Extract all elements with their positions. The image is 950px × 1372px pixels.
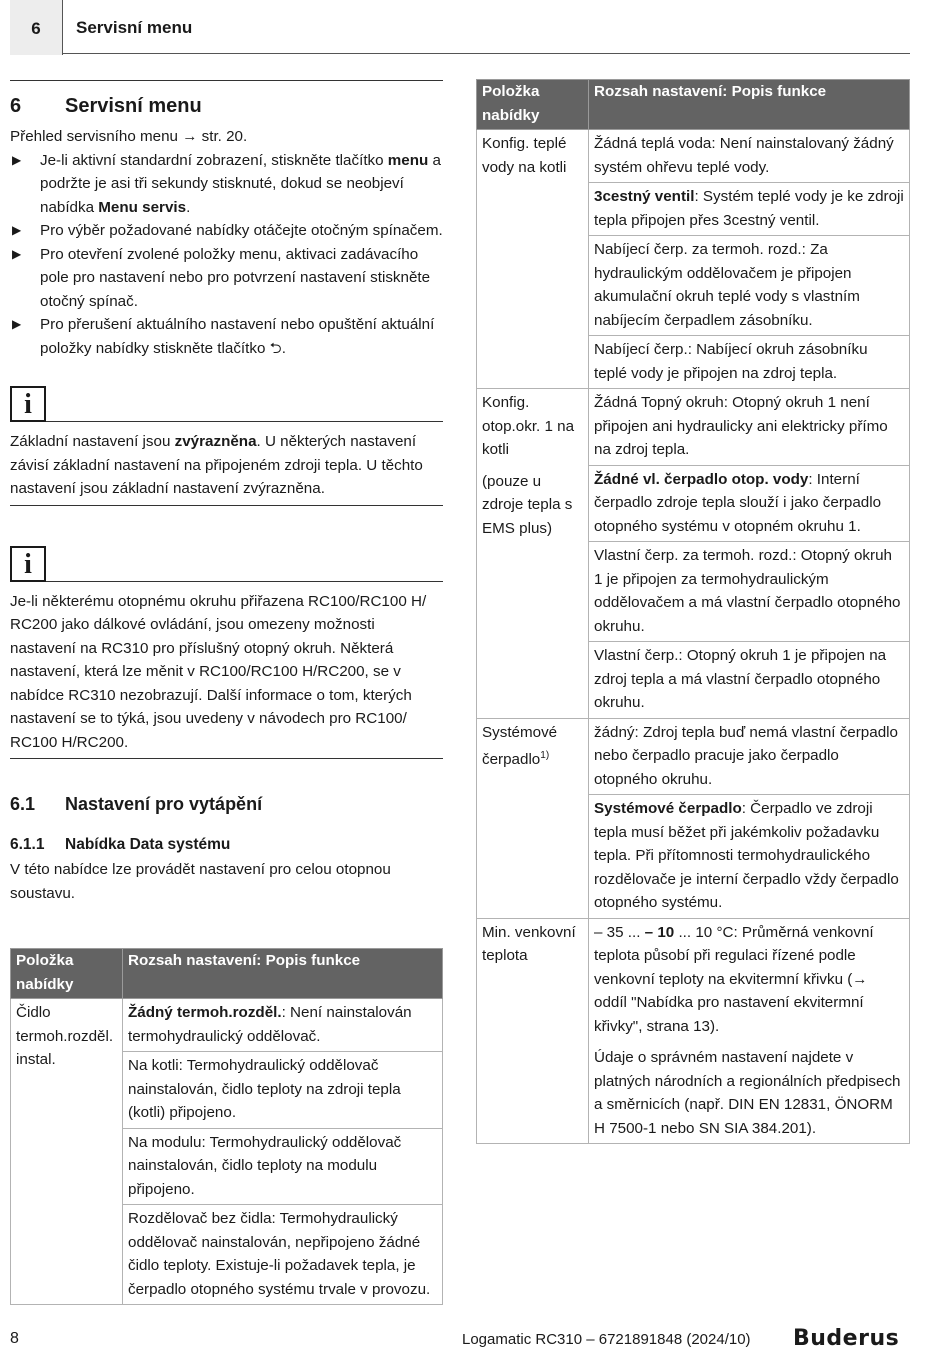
running-header-title: Servisní menu bbox=[76, 18, 193, 37]
triangle-bullet-icon: ▶ bbox=[12, 152, 22, 167]
instruction-step: ▶ Pro výběr požadované nabídky otáčejte otočným spínačem. bbox=[10, 219, 443, 243]
heating-config-table bbox=[476, 79, 910, 1144]
menu-item-cell: Konfig. otop.okr. 1 na kotli (pouze u zdroje tepla s EMS plus) bbox=[477, 389, 589, 719]
footnote-marker: 1) bbox=[540, 750, 550, 761]
section-top-rule bbox=[10, 80, 443, 81]
back-button-icon: ⮌ bbox=[269, 339, 282, 357]
column-header: Rozsah nastavení: Popis funkce bbox=[123, 949, 443, 999]
note-rule bbox=[46, 581, 443, 582]
left-column bbox=[10, 80, 443, 905]
setting-cell: Na kotli: Termohydraulický oddělovač nainstalován, čidlo teploty na zdroji tepla (kotli) připojeno. bbox=[123, 1052, 443, 1129]
table-row bbox=[477, 389, 910, 466]
info-icon: i bbox=[10, 386, 46, 422]
triangle-bullet-icon: ▶ bbox=[12, 223, 22, 237]
setting-cell: Nabíjecí čerp. za termoh. rozd.: Za hydraulickým oddělovačem je připojen akumulační okruh teplé vody s vlastním nabíjecím čerpadlem zásobníku. bbox=[589, 236, 910, 336]
triangle-bullet-icon: ▶ bbox=[12, 317, 22, 331]
subsection-heading: 6.1 Nastavení pro vytápění bbox=[10, 794, 263, 814]
setting-cell: Žádná Topný okruh: Otopný okruh 1 není připojen ani hydraulicky ani elektricky přímo na zdroj tepla. bbox=[589, 389, 910, 466]
subsection-intro: V této nabídce lze provádět nastavení pro celou otopnou soustavu. bbox=[10, 861, 391, 902]
menu-item-note: (pouze u zdroje tepla s EMS plus) bbox=[482, 472, 573, 537]
table-row bbox=[477, 130, 910, 183]
note-text: Základní nastavení jsou zvýrazněna. U některých nastavení závisí základní nastavení na připojeném zdroji tepla. U těchto nastavení jsou základní nastavení zvýrazněna. bbox=[10, 430, 443, 506]
setting-cell: Vlastní čerp. za termoh. rozd.: Otopný okruh 1 je připojen za termohydraulickým oddělovačem a má vlastní čerpadlo otopného okruhu. bbox=[589, 542, 910, 642]
setting-cell: Žádné vl. čerpadlo otop. vody: Interní čerpadlo zdroje tepla slouží i jako čerpadlo otopného systému v otopném okruhu 1. bbox=[589, 465, 910, 542]
subsubsection-heading: 6.1.1 Nabídka Data systému bbox=[10, 835, 231, 853]
system-data-table bbox=[10, 948, 443, 1305]
column-header: Položka nabídky bbox=[477, 80, 589, 130]
info-note bbox=[10, 540, 443, 760]
column-header: Položka nabídky bbox=[11, 949, 123, 999]
page-number: 8 bbox=[10, 1330, 19, 1347]
document-info: Logamatic RC310 – 6721891848 (2024/10) bbox=[462, 1331, 751, 1348]
setting-note: Údaje o správném nastavení najdete v platných národních a regionálních předpisech a směrnicích (např. DIN EN 12831, ÖNORM H 7500-1 nebo SN SIA 384.201). bbox=[594, 1049, 901, 1137]
note-text: Je-li některému otopnému okruhu přiřazena RC100/RC100 H/ RC200 jako dálkové ovládání, jsou omezeny možnosti nastavení na RC310 pro příslušný otopný okruh. Některá nastavení, která lze měnit v RC100/RC100 H/RC200, se v nabídce RC310 nezobrazují. Další informace o tom, kterých nastavení se to týká, jsou uvedeny v návodech pro RC100/ RC100 H/RC200. bbox=[10, 590, 443, 760]
table-row bbox=[477, 718, 910, 795]
setting-cell: Žádná teplá voda: Není nainstalovaný žádný systém ohřevu teplé vody. bbox=[589, 130, 910, 183]
note-rule bbox=[46, 421, 443, 422]
section-title: Servisní menu bbox=[65, 95, 202, 117]
setting-cell: Vlastní čerp.: Otopný okruh 1 je připojen na zdroj tepla a má vlastní čerpadlo otopného okruhu. bbox=[589, 642, 910, 719]
setting-cell: Na modulu: Termohydraulický oddělovač nainstalován, čidlo teploty na modulu připojeno. bbox=[123, 1128, 443, 1205]
menu-item-cell: Systémové čerpadlo$^{1)}$ bbox=[477, 718, 589, 918]
brand-logo: Buderus bbox=[793, 1326, 900, 1351]
info-note bbox=[10, 380, 443, 506]
header-rule bbox=[62, 53, 910, 54]
overview-reference: Přehled servisního menu → str. 20. bbox=[10, 128, 248, 145]
instruction-step: ▶ Je-li aktivní standardní zobrazení, stiskněte tlačítko menu a podržte je asi tři sekundy stisknuté, dokud se neobjeví nabídka Menu servis. bbox=[10, 149, 443, 220]
menu-item-cell: Konfig. teplé vody na kotli bbox=[477, 130, 589, 389]
table-row bbox=[477, 918, 910, 1144]
triangle-bullet-icon: ▶ bbox=[12, 246, 22, 261]
arrow-right-icon: → bbox=[182, 128, 198, 145]
setting-cell: žádný: Zdroj tepla buď nemá vlastní čerpadlo nebo čerpadlo pracuje jako čerpadlo otopného okruhu. bbox=[589, 718, 910, 795]
setting-cell: Rozdělovač bez čidla: Termohydraulický oddělovač nainstalován, nepřipojeno žádné čidlo teploty. Existuje-li požadavek tepla, je čerpadlo otopného systému trvale v provozu. bbox=[123, 1205, 443, 1305]
menu-item-cell: Min. venkovní teplota bbox=[477, 918, 589, 1144]
column-header: Rozsah nastavení: Popis funkce bbox=[589, 80, 910, 130]
section-number: 6 bbox=[10, 95, 22, 117]
chapter-number-tab: 6 bbox=[10, 0, 63, 55]
menu-item-cell: Čidlo termoh.rozděl. instal. bbox=[11, 999, 123, 1305]
table-row bbox=[11, 999, 443, 1052]
setting-cell: Nabíjecí čerp.: Nabíjecí okruh zásobníku teplé vody je připojen na zdroj tepla. bbox=[589, 336, 910, 389]
section-heading bbox=[10, 89, 443, 123]
setting-cell: Žádný termoh.rozděl.: Není nainstalován termohydraulický oddělovač. bbox=[123, 999, 443, 1052]
instruction-step: ▶ Pro otevření zvolené položky menu, aktivaci zadávacího pole pro nastavení nebo pro potvrzení nastavení stiskněte otočný spínač. bbox=[10, 243, 443, 314]
instruction-step: ▶ Pro přerušení aktuálního nastavení nebo opuštění aktuální položky nabídky stiskněte tlačítko ⮌. bbox=[10, 313, 443, 360]
setting-cell: 3cestný ventil: Systém teplé vody je ke zdroji tepla připojen přes 3cestný ventil. bbox=[589, 183, 910, 236]
info-icon: i bbox=[10, 546, 46, 582]
setting-cell: Systémové čerpadlo: Čerpadlo ve zdroji tepla musí běžet při jakémkoliv požadavku tepla. Při přítomnosti termohydraulického rozdělovače je interní čerpadlo vždy čerpadlo otopného systému. bbox=[589, 795, 910, 919]
setting-cell: – 35 ... – 10 ... 10 °C: Průměrná venkovní teplota působí při regulaci řízené podle venkovní teploty na ekvitermní křivku (→ oddíl "Nabídka pro nastavení ekvitermní křivky", strana 13). Údaje o správném nastavení najdete v platných národních a regionálních předpisech a směrnicích (např. DIN EN 12831, ÖNORM H 7500-1 nebo SN SIA 384.201). bbox=[589, 918, 910, 1144]
